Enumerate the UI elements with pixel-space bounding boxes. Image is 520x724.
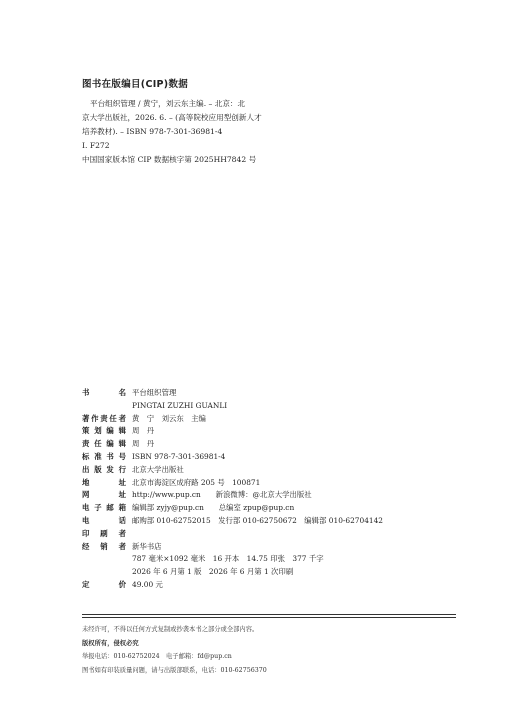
spec-label: 定 价 bbox=[82, 579, 126, 589]
spec-row bbox=[82, 477, 457, 490]
spec-value bbox=[126, 489, 312, 502]
spec-value bbox=[126, 579, 163, 592]
spec-label: 印 刷 者 bbox=[82, 528, 126, 538]
spec-value-line: 787 毫米×1092 毫米 16 开本 14.75 印张 377 千字 bbox=[132, 554, 324, 564]
copyright-footer bbox=[82, 623, 267, 677]
spec-value-line: 周 丹 bbox=[132, 426, 155, 436]
spec-label: 网 址 bbox=[82, 490, 126, 500]
spec-label: 责 任 编 辑 bbox=[82, 439, 126, 449]
spec-value bbox=[126, 387, 227, 413]
spec-value-line: 周 丹 bbox=[132, 439, 155, 449]
spec-value-line: ISBN 978-7-301-36981-4 bbox=[132, 451, 226, 461]
spec-value bbox=[126, 451, 225, 464]
publication-specs bbox=[82, 387, 457, 592]
cip-title: 图书在版编目(CIP)数据 bbox=[82, 79, 189, 90]
spec-label: 策 划 编 辑 bbox=[82, 426, 126, 436]
report-contact: 举报电话：010-62752024 电子邮箱：fd@pup.cn bbox=[82, 653, 232, 661]
spec-row bbox=[82, 438, 457, 451]
spec-value bbox=[126, 477, 260, 490]
spec-row bbox=[82, 502, 457, 515]
footer-divider-thin bbox=[82, 617, 456, 618]
spec-label: 地 址 bbox=[82, 477, 126, 487]
spec-value-line: 2026 年 6 月第 1 版 2026 年 6 月第 1 次印刷 bbox=[132, 567, 294, 577]
cip-line: 京大学出版社，2026. 6. – (高等院校应用型创新人才 bbox=[82, 113, 262, 122]
spec-value-line: 新华书店 bbox=[132, 541, 162, 551]
cip-body bbox=[82, 97, 317, 167]
spec-row bbox=[82, 541, 457, 579]
spec-value-line: 北京大学出版社 bbox=[132, 464, 184, 474]
spec-value bbox=[126, 464, 184, 477]
spec-value bbox=[126, 528, 134, 541]
cip-line: 培养教材). – ISBN 978-7-301-36981-4 bbox=[82, 127, 223, 136]
rights-reserved: 版权所有，侵权必究 bbox=[82, 639, 139, 647]
spec-value-line: 平台组织管理 bbox=[132, 388, 177, 397]
spec-value-line: 邮购部 010-62752015 发行部 010-62750672 编辑部 010-62704142 bbox=[132, 515, 384, 525]
spec-row bbox=[82, 489, 457, 502]
quality-contact: 图书如有印装质量问题，请与出版部联系，电话：010-62756370 bbox=[82, 666, 267, 674]
cip-line: Ⅰ. F272 bbox=[82, 141, 110, 150]
spec-row bbox=[82, 515, 457, 528]
spec-value-line: 黄 宁 刘云东 主编 bbox=[132, 413, 206, 423]
spec-value bbox=[126, 515, 383, 528]
spec-label: 书 名 bbox=[82, 388, 126, 397]
spec-value bbox=[126, 413, 206, 426]
spec-value-line: PINGTAI ZUZHI GUANLI bbox=[132, 400, 228, 410]
spec-value bbox=[126, 438, 154, 451]
spec-value bbox=[126, 502, 294, 515]
spec-value-line: http://www.pup.cn 新浪微博：@北京大学出版社 bbox=[132, 490, 312, 500]
spec-row bbox=[82, 413, 457, 426]
spec-label: 著 作 责 任 者 bbox=[82, 413, 126, 423]
spec-value-line: 编辑部 zyjy@pup.cn 总编室 zpup@pup.cn bbox=[132, 503, 295, 513]
spec-value bbox=[126, 425, 154, 438]
spec-row bbox=[82, 464, 457, 477]
spec-value-line: 北京市海淀区成府路 205 号 100871 bbox=[132, 477, 261, 487]
spec-label: 标 准 书 号 bbox=[82, 451, 126, 461]
cip-line: 平台组织管理 / 黄宁，刘云东主编. – 北京：北 bbox=[90, 99, 246, 108]
spec-value-line: 49.00 元 bbox=[132, 579, 163, 589]
spec-row bbox=[82, 425, 457, 438]
spec-label: 经 销 者 bbox=[82, 541, 126, 551]
spec-label: 电 话 bbox=[82, 515, 126, 525]
spec-row bbox=[82, 451, 457, 464]
spec-label: 电 子 邮 箱 bbox=[82, 503, 126, 513]
spec-value bbox=[126, 541, 324, 579]
cip-line: 中国国家版本馆 CIP 数据核字第 2025HH7842 号 bbox=[82, 155, 257, 164]
spec-row bbox=[82, 387, 457, 413]
spec-row bbox=[82, 579, 457, 592]
spec-label: 出 版 发 行 bbox=[82, 464, 126, 474]
footer-divider-thick bbox=[82, 614, 456, 615]
spec-row bbox=[82, 528, 457, 541]
copyright-notice: 未经许可，不得以任何方式复制或抄袭本书之部分或全部内容。 bbox=[82, 626, 259, 633]
spec-value-line bbox=[132, 528, 134, 541]
